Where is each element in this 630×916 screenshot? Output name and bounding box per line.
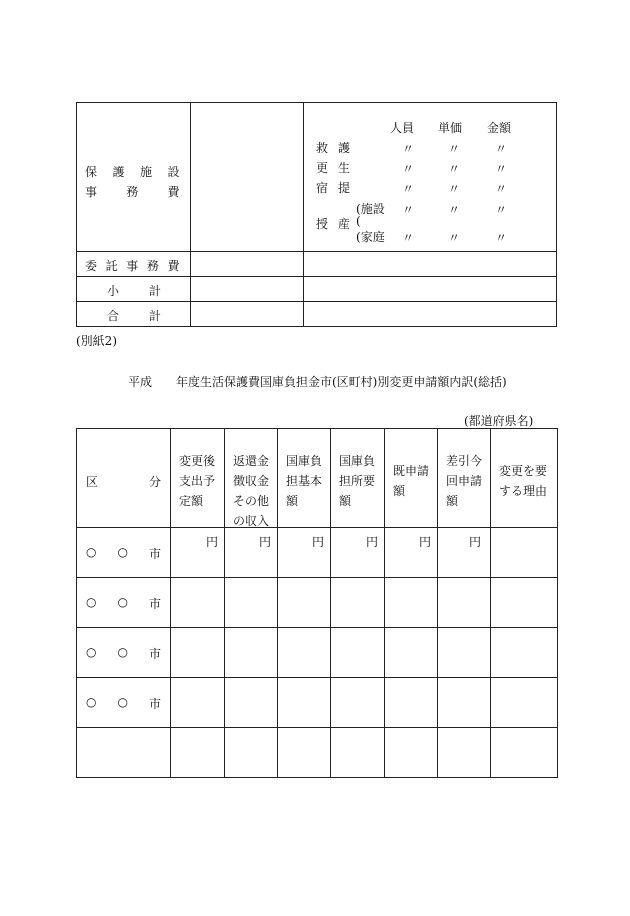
table-row [77, 628, 558, 678]
ditto-mark: 〃 [402, 231, 415, 245]
ditto-mark: 〃 [402, 203, 415, 217]
jusan-home-label: (家庭 [356, 230, 385, 244]
row-label-kyugo: 救 護 [316, 141, 351, 155]
ditto-mark: 〃 [495, 203, 508, 217]
ditto-mark: 〃 [402, 142, 415, 156]
facility-amount-cell [190, 103, 304, 252]
ditto-mark: 〃 [448, 182, 461, 196]
amount-cell [438, 728, 491, 778]
table-row [77, 678, 558, 728]
jusan-facility-label: (施設 [356, 202, 385, 216]
city-cell [77, 728, 171, 778]
prefecture-label: (都道府県名) [464, 414, 534, 428]
header-refund-other-income: 返還金 徴収金 その他 の収入 [225, 429, 278, 528]
amount-cell [171, 578, 225, 628]
commission-office-expense-cell: 委 託 事 務 費 [77, 252, 191, 277]
city-cell: ○ ○ 市 [77, 578, 171, 628]
reason-cell [491, 528, 558, 578]
amount-cell [171, 728, 225, 778]
amount-cell [278, 628, 331, 678]
ditto-mark: 〃 [495, 142, 508, 156]
ditto-mark: 〃 [402, 162, 415, 176]
header-already-applied: 既申請 額 [385, 429, 438, 528]
change-request-table [76, 428, 558, 778]
yen-unit: 円 [418, 535, 431, 549]
amount-cell [225, 628, 278, 678]
header-national-required-amount: 国庫負 担所要 額 [331, 429, 385, 528]
expense-table [76, 102, 557, 327]
amount-cell [225, 528, 278, 578]
subtotal-detail-cell [304, 277, 557, 302]
amount-cell [385, 528, 438, 578]
total-detail-cell [304, 302, 557, 327]
amount-cell [385, 628, 438, 678]
yen-unit: 円 [311, 535, 324, 549]
yen-unit: 円 [205, 535, 218, 549]
jusan-open-paren: ( [356, 214, 361, 228]
amount-cell [278, 528, 331, 578]
document-title: 平成 年度生活保護費国庫負担金市(区町村)別変更申請額内訳(総括) [128, 375, 507, 389]
header-change-reason: 変更を要 する理由 [491, 429, 558, 528]
reason-cell [491, 728, 558, 778]
amount-cell [331, 528, 385, 578]
col-header-headcount: 人員 [390, 121, 415, 135]
yen-unit: 円 [468, 535, 481, 549]
ditto-mark: 〃 [495, 162, 508, 176]
header-current-application: 差引今 回申請 額 [438, 429, 491, 528]
facility-detail-cell [304, 103, 557, 252]
commission-amount-cell [190, 252, 304, 277]
facility-label-line2: 事 務 費 [85, 185, 180, 199]
amount-cell [331, 678, 385, 728]
amount-cell [171, 628, 225, 678]
commission-detail-cell [304, 252, 557, 277]
yen-unit: 円 [258, 535, 271, 549]
city-cell: ○ ○ 市 [77, 678, 171, 728]
amount-cell [225, 578, 278, 628]
amount-cell [331, 628, 385, 678]
amount-cell [225, 678, 278, 728]
table-row [77, 578, 558, 628]
reason-cell [491, 628, 558, 678]
amount-cell [171, 528, 225, 578]
row-label-jusan: 授 産 [316, 217, 351, 231]
ditto-mark: 〃 [448, 142, 461, 156]
amount-cell [385, 728, 438, 778]
amount-cell [438, 528, 491, 578]
subtotal-amount-cell [190, 277, 304, 302]
amount-cell [438, 628, 491, 678]
ditto-mark: 〃 [402, 182, 415, 196]
total-cell: 合 計 [77, 302, 191, 327]
row-label-shukutei: 宿 提 [316, 181, 351, 195]
header-revised-expenditure: 変更後 支出予 定額 [171, 429, 225, 528]
subtotal-cell: 小 計 [77, 277, 191, 302]
ditto-mark: 〃 [448, 231, 461, 245]
col-header-unit-price: 単価 [438, 121, 463, 135]
amount-cell [225, 728, 278, 778]
amount-cell [278, 728, 331, 778]
city-cell: ○ ○ 市 [77, 528, 171, 578]
header-category: 区 分 [77, 429, 171, 528]
attachment-label: (別紙2) [76, 334, 117, 348]
ditto-mark: 〃 [495, 182, 508, 196]
header-national-basic-amount: 国庫負 担基本 額 [278, 429, 331, 528]
reason-cell [491, 578, 558, 628]
row-label-kosei: 更 生 [316, 161, 351, 175]
total-amount-cell [190, 302, 304, 327]
amount-cell [331, 578, 385, 628]
amount-cell [438, 578, 491, 628]
ditto-mark: 〃 [448, 203, 461, 217]
table-row [77, 528, 558, 578]
city-cell: ○ ○ 市 [77, 628, 171, 678]
yen-unit: 円 [365, 535, 378, 549]
reason-cell [491, 678, 558, 728]
table-row [77, 728, 558, 778]
amount-cell [385, 578, 438, 628]
ditto-mark: 〃 [495, 231, 508, 245]
facility-label-line1: 保 護 施 設 [85, 165, 180, 179]
amount-cell [278, 678, 331, 728]
amount-cell [278, 578, 331, 628]
facility-office-expense-cell [77, 103, 191, 252]
amount-cell [438, 678, 491, 728]
amount-cell [331, 728, 385, 778]
ditto-mark: 〃 [448, 162, 461, 176]
amount-cell [171, 678, 225, 728]
amount-cell [385, 678, 438, 728]
col-header-amount: 金額 [487, 121, 512, 135]
